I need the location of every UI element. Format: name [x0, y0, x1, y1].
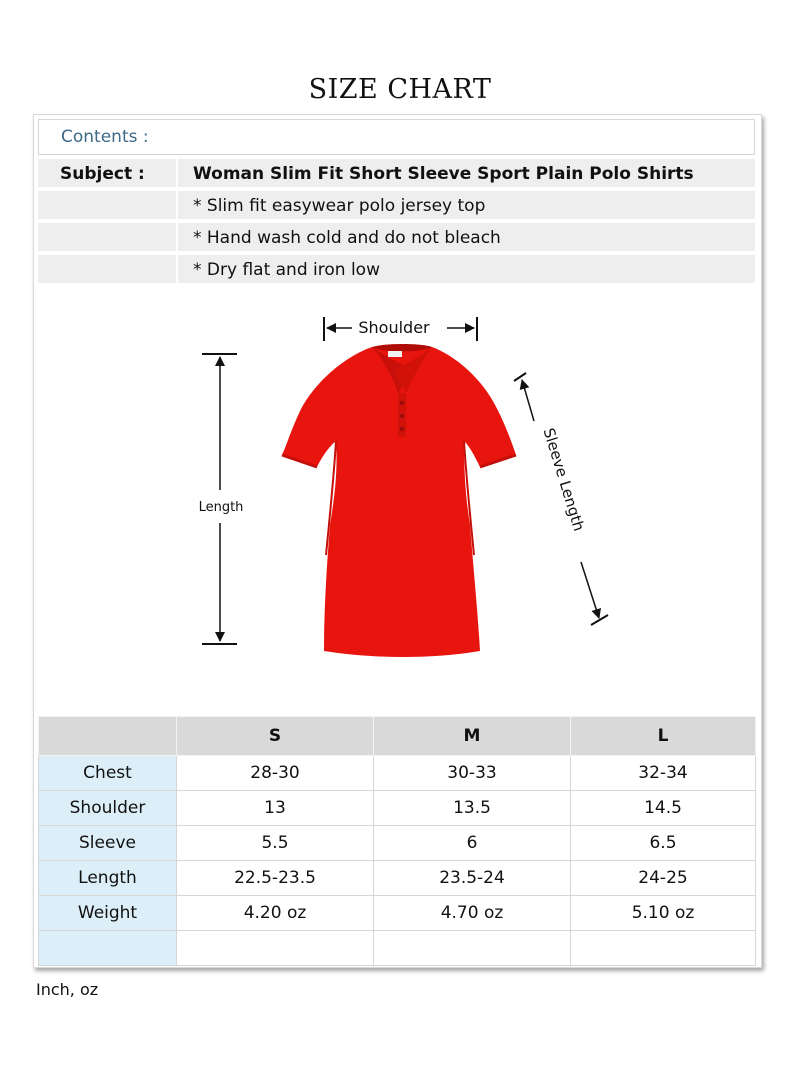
table-row [39, 896, 756, 931]
table-cell: 22.5-23.5 [177, 861, 374, 896]
contents-label: Contents : [61, 127, 149, 147]
polo-shirt-illustration [282, 344, 516, 657]
table-cell: 23.5-24 [374, 861, 571, 896]
table-cell: 4.20 oz [177, 896, 374, 931]
page-title: SIZE CHART [308, 74, 492, 105]
length-measure [199, 354, 244, 644]
row-label-shoulder: Shoulder [39, 791, 177, 826]
shoulder-label: Shoulder [358, 318, 430, 337]
subject-label: Subject : [60, 164, 145, 184]
row-label-sleeve: Sleeve [39, 826, 177, 861]
table-header-row [39, 717, 756, 756]
size-header-m: M [374, 717, 571, 756]
detail-text: * Dry flat and iron low [193, 260, 380, 280]
table-cell: 32-34 [571, 756, 756, 791]
row-label-length: Length [39, 861, 177, 896]
table-cell [39, 931, 177, 966]
table-row-empty [39, 931, 756, 966]
table-cell: 30-33 [374, 756, 571, 791]
length-label: Length [198, 500, 244, 515]
shoulder-measure [324, 317, 477, 341]
size-header-s: S [177, 717, 374, 756]
detail-text: * Slim fit easywear polo jersey top [193, 196, 486, 216]
table-cell: 13 [177, 791, 374, 826]
table-corner-cell [39, 717, 177, 756]
table-cell: 5.5 [177, 826, 374, 861]
detail-text: * Hand wash cold and do not bleach [193, 228, 501, 248]
table-cell: 24-25 [571, 861, 756, 896]
row-label-weight: Weight [39, 896, 177, 931]
table-cell: 6.5 [571, 826, 756, 861]
table-cell: 5.10 oz [571, 896, 756, 931]
sleeve-length-label: Sleeve Length [539, 425, 588, 534]
table-row [39, 756, 756, 791]
sleeve-length-measure [514, 373, 608, 625]
subject-name: Woman Slim Fit Short Sleeve Sport Plain Polo Shirts [193, 164, 694, 184]
table-cell: 28-30 [177, 756, 374, 791]
size-table [38, 716, 756, 966]
table-cell: 6 [374, 826, 571, 861]
table-row [39, 861, 756, 896]
table-cell [374, 931, 571, 966]
table-cell [177, 931, 374, 966]
table-row [39, 826, 756, 861]
table-cell: 13.5 [374, 791, 571, 826]
row-label-chest: Chest [39, 756, 177, 791]
units-footnote: Inch, oz [36, 980, 99, 999]
shirt-measurement-diagram [34, 115, 761, 715]
table-cell [571, 931, 756, 966]
table-cell: 14.5 [571, 791, 756, 826]
size-chart-sheet [33, 114, 762, 968]
table-row [39, 791, 756, 826]
table-cell: 4.70 oz [374, 896, 571, 931]
size-header-l: L [571, 717, 756, 756]
